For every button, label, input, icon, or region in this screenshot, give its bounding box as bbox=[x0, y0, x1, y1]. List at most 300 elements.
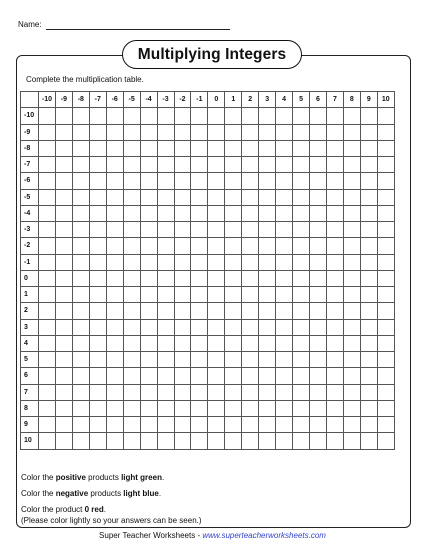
answer-cell[interactable] bbox=[39, 368, 56, 384]
answer-cell[interactable] bbox=[157, 287, 174, 303]
answer-cell[interactable] bbox=[106, 205, 123, 221]
answer-cell[interactable] bbox=[225, 287, 242, 303]
answer-cell[interactable] bbox=[89, 222, 106, 238]
answer-cell[interactable] bbox=[343, 254, 360, 270]
answer-cell[interactable] bbox=[377, 352, 394, 368]
answer-cell[interactable] bbox=[259, 254, 276, 270]
answer-cell[interactable] bbox=[225, 417, 242, 433]
answer-cell[interactable] bbox=[377, 254, 394, 270]
answer-cell[interactable] bbox=[191, 173, 208, 189]
answer-cell[interactable] bbox=[208, 287, 225, 303]
answer-cell[interactable] bbox=[242, 140, 259, 156]
answer-cell[interactable] bbox=[39, 417, 56, 433]
answer-cell[interactable] bbox=[326, 222, 343, 238]
answer-cell[interactable] bbox=[39, 108, 56, 124]
answer-cell[interactable] bbox=[123, 287, 140, 303]
answer-cell[interactable] bbox=[208, 157, 225, 173]
answer-cell[interactable] bbox=[39, 238, 56, 254]
answer-cell[interactable] bbox=[360, 205, 377, 221]
answer-cell[interactable] bbox=[72, 384, 89, 400]
answer-cell[interactable] bbox=[225, 368, 242, 384]
answer-cell[interactable] bbox=[191, 368, 208, 384]
answer-cell[interactable] bbox=[225, 335, 242, 351]
answer-cell[interactable] bbox=[310, 222, 327, 238]
answer-cell[interactable] bbox=[259, 140, 276, 156]
answer-cell[interactable] bbox=[276, 417, 293, 433]
answer-cell[interactable] bbox=[343, 417, 360, 433]
answer-cell[interactable] bbox=[39, 400, 56, 416]
answer-cell[interactable] bbox=[242, 352, 259, 368]
answer-cell[interactable] bbox=[123, 140, 140, 156]
answer-cell[interactable] bbox=[225, 238, 242, 254]
answer-cell[interactable] bbox=[326, 189, 343, 205]
answer-cell[interactable] bbox=[360, 270, 377, 286]
answer-cell[interactable] bbox=[39, 140, 56, 156]
answer-cell[interactable] bbox=[242, 287, 259, 303]
answer-cell[interactable] bbox=[106, 287, 123, 303]
answer-cell[interactable] bbox=[310, 205, 327, 221]
answer-cell[interactable] bbox=[326, 205, 343, 221]
answer-cell[interactable] bbox=[225, 124, 242, 140]
answer-cell[interactable] bbox=[123, 384, 140, 400]
answer-cell[interactable] bbox=[326, 173, 343, 189]
answer-cell[interactable] bbox=[39, 287, 56, 303]
answer-cell[interactable] bbox=[242, 433, 259, 449]
answer-cell[interactable] bbox=[106, 335, 123, 351]
answer-cell[interactable] bbox=[106, 124, 123, 140]
answer-cell[interactable] bbox=[191, 384, 208, 400]
answer-cell[interactable] bbox=[39, 124, 56, 140]
answer-cell[interactable] bbox=[55, 433, 72, 449]
answer-cell[interactable] bbox=[276, 124, 293, 140]
answer-cell[interactable] bbox=[106, 222, 123, 238]
answer-cell[interactable] bbox=[157, 368, 174, 384]
answer-cell[interactable] bbox=[310, 400, 327, 416]
answer-cell[interactable] bbox=[55, 287, 72, 303]
answer-cell[interactable] bbox=[242, 238, 259, 254]
answer-cell[interactable] bbox=[310, 319, 327, 335]
answer-cell[interactable] bbox=[123, 124, 140, 140]
answer-cell[interactable] bbox=[377, 238, 394, 254]
answer-cell[interactable] bbox=[140, 417, 157, 433]
answer-cell[interactable] bbox=[174, 108, 191, 124]
answer-cell[interactable] bbox=[39, 303, 56, 319]
answer-cell[interactable] bbox=[55, 205, 72, 221]
answer-cell[interactable] bbox=[225, 384, 242, 400]
answer-cell[interactable] bbox=[140, 124, 157, 140]
answer-cell[interactable] bbox=[360, 287, 377, 303]
answer-cell[interactable] bbox=[140, 433, 157, 449]
answer-cell[interactable] bbox=[326, 254, 343, 270]
answer-cell[interactable] bbox=[106, 108, 123, 124]
answer-cell[interactable] bbox=[140, 157, 157, 173]
answer-cell[interactable] bbox=[310, 433, 327, 449]
answer-cell[interactable] bbox=[106, 238, 123, 254]
answer-cell[interactable] bbox=[123, 352, 140, 368]
answer-cell[interactable] bbox=[242, 157, 259, 173]
answer-cell[interactable] bbox=[208, 303, 225, 319]
answer-cell[interactable] bbox=[157, 400, 174, 416]
answer-cell[interactable] bbox=[242, 254, 259, 270]
answer-cell[interactable] bbox=[191, 254, 208, 270]
answer-cell[interactable] bbox=[55, 368, 72, 384]
answer-cell[interactable] bbox=[208, 205, 225, 221]
answer-cell[interactable] bbox=[106, 433, 123, 449]
answer-cell[interactable] bbox=[293, 270, 310, 286]
answer-cell[interactable] bbox=[326, 417, 343, 433]
answer-cell[interactable] bbox=[377, 124, 394, 140]
answer-cell[interactable] bbox=[343, 352, 360, 368]
answer-cell[interactable] bbox=[293, 319, 310, 335]
answer-cell[interactable] bbox=[225, 173, 242, 189]
answer-cell[interactable] bbox=[140, 238, 157, 254]
answer-cell[interactable] bbox=[310, 417, 327, 433]
answer-cell[interactable] bbox=[310, 352, 327, 368]
answer-cell[interactable] bbox=[72, 140, 89, 156]
answer-cell[interactable] bbox=[293, 108, 310, 124]
answer-cell[interactable] bbox=[242, 189, 259, 205]
answer-cell[interactable] bbox=[343, 287, 360, 303]
answer-cell[interactable] bbox=[106, 173, 123, 189]
answer-cell[interactable] bbox=[225, 400, 242, 416]
answer-cell[interactable] bbox=[89, 287, 106, 303]
answer-cell[interactable] bbox=[326, 352, 343, 368]
answer-cell[interactable] bbox=[377, 189, 394, 205]
answer-cell[interactable] bbox=[276, 384, 293, 400]
answer-cell[interactable] bbox=[89, 205, 106, 221]
answer-cell[interactable] bbox=[360, 140, 377, 156]
answer-cell[interactable] bbox=[225, 303, 242, 319]
answer-cell[interactable] bbox=[72, 270, 89, 286]
footer-site-link[interactable]: www.superteacherworksheets.com bbox=[202, 531, 326, 540]
answer-cell[interactable] bbox=[343, 303, 360, 319]
answer-cell[interactable] bbox=[140, 173, 157, 189]
answer-cell[interactable] bbox=[225, 352, 242, 368]
answer-cell[interactable] bbox=[157, 238, 174, 254]
answer-cell[interactable] bbox=[140, 384, 157, 400]
answer-cell[interactable] bbox=[72, 400, 89, 416]
answer-cell[interactable] bbox=[208, 254, 225, 270]
answer-cell[interactable] bbox=[39, 433, 56, 449]
answer-cell[interactable] bbox=[157, 108, 174, 124]
answer-cell[interactable] bbox=[106, 368, 123, 384]
answer-cell[interactable] bbox=[123, 222, 140, 238]
answer-cell[interactable] bbox=[55, 303, 72, 319]
name-line[interactable] bbox=[46, 29, 230, 30]
answer-cell[interactable] bbox=[55, 238, 72, 254]
answer-cell[interactable] bbox=[242, 335, 259, 351]
answer-cell[interactable] bbox=[377, 287, 394, 303]
answer-cell[interactable] bbox=[72, 254, 89, 270]
answer-cell[interactable] bbox=[293, 173, 310, 189]
answer-cell[interactable] bbox=[259, 270, 276, 286]
answer-cell[interactable] bbox=[259, 287, 276, 303]
answer-cell[interactable] bbox=[326, 303, 343, 319]
answer-cell[interactable] bbox=[377, 173, 394, 189]
answer-cell[interactable] bbox=[326, 287, 343, 303]
answer-cell[interactable] bbox=[360, 173, 377, 189]
answer-cell[interactable] bbox=[39, 270, 56, 286]
answer-cell[interactable] bbox=[123, 368, 140, 384]
answer-cell[interactable] bbox=[326, 157, 343, 173]
answer-cell[interactable] bbox=[310, 368, 327, 384]
answer-cell[interactable] bbox=[39, 173, 56, 189]
answer-cell[interactable] bbox=[326, 433, 343, 449]
answer-cell[interactable] bbox=[208, 124, 225, 140]
answer-cell[interactable] bbox=[72, 319, 89, 335]
answer-cell[interactable] bbox=[208, 238, 225, 254]
answer-cell[interactable] bbox=[310, 303, 327, 319]
answer-cell[interactable] bbox=[225, 140, 242, 156]
answer-cell[interactable] bbox=[293, 222, 310, 238]
answer-cell[interactable] bbox=[276, 433, 293, 449]
answer-cell[interactable] bbox=[276, 319, 293, 335]
answer-cell[interactable] bbox=[140, 287, 157, 303]
answer-cell[interactable] bbox=[377, 303, 394, 319]
answer-cell[interactable] bbox=[72, 287, 89, 303]
answer-cell[interactable] bbox=[293, 205, 310, 221]
answer-cell[interactable] bbox=[174, 270, 191, 286]
answer-cell[interactable] bbox=[326, 319, 343, 335]
answer-cell[interactable] bbox=[208, 173, 225, 189]
answer-cell[interactable] bbox=[174, 417, 191, 433]
answer-cell[interactable] bbox=[123, 205, 140, 221]
answer-cell[interactable] bbox=[191, 433, 208, 449]
answer-cell[interactable] bbox=[310, 124, 327, 140]
answer-cell[interactable] bbox=[123, 433, 140, 449]
answer-cell[interactable] bbox=[326, 384, 343, 400]
answer-cell[interactable] bbox=[89, 140, 106, 156]
answer-cell[interactable] bbox=[174, 157, 191, 173]
answer-cell[interactable] bbox=[293, 303, 310, 319]
answer-cell[interactable] bbox=[174, 368, 191, 384]
answer-cell[interactable] bbox=[174, 254, 191, 270]
answer-cell[interactable] bbox=[242, 400, 259, 416]
answer-cell[interactable] bbox=[89, 270, 106, 286]
answer-cell[interactable] bbox=[326, 140, 343, 156]
answer-cell[interactable] bbox=[343, 222, 360, 238]
answer-cell[interactable] bbox=[276, 108, 293, 124]
answer-cell[interactable] bbox=[174, 140, 191, 156]
answer-cell[interactable] bbox=[276, 238, 293, 254]
answer-cell[interactable] bbox=[360, 319, 377, 335]
answer-cell[interactable] bbox=[174, 335, 191, 351]
answer-cell[interactable] bbox=[191, 303, 208, 319]
answer-cell[interactable] bbox=[89, 352, 106, 368]
answer-cell[interactable] bbox=[377, 140, 394, 156]
answer-cell[interactable] bbox=[293, 384, 310, 400]
answer-cell[interactable] bbox=[123, 173, 140, 189]
answer-cell[interactable] bbox=[276, 205, 293, 221]
answer-cell[interactable] bbox=[208, 189, 225, 205]
answer-cell[interactable] bbox=[259, 222, 276, 238]
answer-cell[interactable] bbox=[55, 352, 72, 368]
answer-cell[interactable] bbox=[293, 189, 310, 205]
answer-cell[interactable] bbox=[360, 303, 377, 319]
answer-cell[interactable] bbox=[360, 400, 377, 416]
answer-cell[interactable] bbox=[276, 400, 293, 416]
answer-cell[interactable] bbox=[55, 108, 72, 124]
answer-cell[interactable] bbox=[157, 335, 174, 351]
answer-cell[interactable] bbox=[208, 270, 225, 286]
answer-cell[interactable] bbox=[343, 124, 360, 140]
answer-cell[interactable] bbox=[140, 205, 157, 221]
answer-cell[interactable] bbox=[157, 173, 174, 189]
answer-cell[interactable] bbox=[191, 270, 208, 286]
answer-cell[interactable] bbox=[242, 417, 259, 433]
answer-cell[interactable] bbox=[55, 157, 72, 173]
answer-cell[interactable] bbox=[55, 270, 72, 286]
answer-cell[interactable] bbox=[157, 319, 174, 335]
answer-cell[interactable] bbox=[123, 238, 140, 254]
answer-cell[interactable] bbox=[360, 124, 377, 140]
answer-cell[interactable] bbox=[89, 417, 106, 433]
answer-cell[interactable] bbox=[55, 222, 72, 238]
answer-cell[interactable] bbox=[174, 124, 191, 140]
answer-cell[interactable] bbox=[343, 319, 360, 335]
answer-cell[interactable] bbox=[106, 303, 123, 319]
answer-cell[interactable] bbox=[89, 433, 106, 449]
answer-cell[interactable] bbox=[174, 352, 191, 368]
answer-cell[interactable] bbox=[140, 189, 157, 205]
answer-cell[interactable] bbox=[140, 335, 157, 351]
answer-cell[interactable] bbox=[259, 108, 276, 124]
answer-cell[interactable] bbox=[39, 205, 56, 221]
answer-cell[interactable] bbox=[326, 108, 343, 124]
answer-cell[interactable] bbox=[106, 140, 123, 156]
answer-cell[interactable] bbox=[242, 222, 259, 238]
answer-cell[interactable] bbox=[293, 400, 310, 416]
answer-cell[interactable] bbox=[343, 140, 360, 156]
answer-cell[interactable] bbox=[259, 205, 276, 221]
answer-cell[interactable] bbox=[360, 384, 377, 400]
answer-cell[interactable] bbox=[377, 222, 394, 238]
answer-cell[interactable] bbox=[326, 335, 343, 351]
answer-cell[interactable] bbox=[89, 254, 106, 270]
answer-cell[interactable] bbox=[208, 417, 225, 433]
answer-cell[interactable] bbox=[106, 189, 123, 205]
answer-cell[interactable] bbox=[157, 189, 174, 205]
answer-cell[interactable] bbox=[377, 400, 394, 416]
answer-cell[interactable] bbox=[123, 189, 140, 205]
answer-cell[interactable] bbox=[343, 205, 360, 221]
answer-cell[interactable] bbox=[39, 254, 56, 270]
answer-cell[interactable] bbox=[208, 335, 225, 351]
answer-cell[interactable] bbox=[89, 238, 106, 254]
answer-cell[interactable] bbox=[343, 368, 360, 384]
answer-cell[interactable] bbox=[276, 140, 293, 156]
answer-cell[interactable] bbox=[174, 400, 191, 416]
answer-cell[interactable] bbox=[242, 384, 259, 400]
answer-cell[interactable] bbox=[259, 335, 276, 351]
answer-cell[interactable] bbox=[140, 270, 157, 286]
answer-cell[interactable] bbox=[123, 108, 140, 124]
answer-cell[interactable] bbox=[276, 335, 293, 351]
answer-cell[interactable] bbox=[310, 238, 327, 254]
answer-cell[interactable] bbox=[310, 189, 327, 205]
answer-cell[interactable] bbox=[225, 254, 242, 270]
answer-cell[interactable] bbox=[140, 400, 157, 416]
answer-cell[interactable] bbox=[55, 319, 72, 335]
answer-cell[interactable] bbox=[157, 254, 174, 270]
answer-cell[interactable] bbox=[360, 157, 377, 173]
answer-cell[interactable] bbox=[89, 319, 106, 335]
answer-cell[interactable] bbox=[225, 270, 242, 286]
answer-cell[interactable] bbox=[225, 157, 242, 173]
answer-cell[interactable] bbox=[310, 270, 327, 286]
answer-cell[interactable] bbox=[276, 352, 293, 368]
answer-cell[interactable] bbox=[157, 352, 174, 368]
answer-cell[interactable] bbox=[157, 384, 174, 400]
answer-cell[interactable] bbox=[259, 173, 276, 189]
answer-cell[interactable] bbox=[106, 417, 123, 433]
answer-cell[interactable] bbox=[259, 189, 276, 205]
answer-cell[interactable] bbox=[242, 108, 259, 124]
answer-cell[interactable] bbox=[123, 157, 140, 173]
answer-cell[interactable] bbox=[174, 319, 191, 335]
answer-cell[interactable] bbox=[360, 335, 377, 351]
answer-cell[interactable] bbox=[191, 205, 208, 221]
answer-cell[interactable] bbox=[140, 352, 157, 368]
answer-cell[interactable] bbox=[123, 270, 140, 286]
answer-cell[interactable] bbox=[377, 417, 394, 433]
answer-cell[interactable] bbox=[276, 222, 293, 238]
answer-cell[interactable] bbox=[123, 303, 140, 319]
answer-cell[interactable] bbox=[191, 238, 208, 254]
answer-cell[interactable] bbox=[191, 319, 208, 335]
answer-cell[interactable] bbox=[72, 124, 89, 140]
answer-cell[interactable] bbox=[360, 108, 377, 124]
answer-cell[interactable] bbox=[259, 352, 276, 368]
answer-cell[interactable] bbox=[360, 254, 377, 270]
answer-cell[interactable] bbox=[377, 157, 394, 173]
answer-cell[interactable] bbox=[106, 319, 123, 335]
answer-cell[interactable] bbox=[310, 140, 327, 156]
answer-cell[interactable] bbox=[123, 254, 140, 270]
answer-cell[interactable] bbox=[208, 352, 225, 368]
answer-cell[interactable] bbox=[360, 417, 377, 433]
answer-cell[interactable] bbox=[259, 400, 276, 416]
answer-cell[interactable] bbox=[140, 368, 157, 384]
answer-cell[interactable] bbox=[39, 157, 56, 173]
answer-cell[interactable] bbox=[89, 368, 106, 384]
answer-cell[interactable] bbox=[55, 400, 72, 416]
answer-cell[interactable] bbox=[259, 238, 276, 254]
answer-cell[interactable] bbox=[191, 124, 208, 140]
answer-cell[interactable] bbox=[310, 108, 327, 124]
answer-cell[interactable] bbox=[191, 222, 208, 238]
answer-cell[interactable] bbox=[293, 433, 310, 449]
answer-cell[interactable] bbox=[191, 108, 208, 124]
answer-cell[interactable] bbox=[360, 238, 377, 254]
answer-cell[interactable] bbox=[225, 319, 242, 335]
answer-cell[interactable] bbox=[377, 433, 394, 449]
answer-cell[interactable] bbox=[293, 254, 310, 270]
answer-cell[interactable] bbox=[242, 319, 259, 335]
answer-cell[interactable] bbox=[225, 433, 242, 449]
answer-cell[interactable] bbox=[259, 303, 276, 319]
answer-cell[interactable] bbox=[55, 254, 72, 270]
answer-cell[interactable] bbox=[89, 157, 106, 173]
answer-cell[interactable] bbox=[225, 108, 242, 124]
answer-cell[interactable] bbox=[157, 205, 174, 221]
answer-cell[interactable] bbox=[377, 335, 394, 351]
answer-cell[interactable] bbox=[242, 270, 259, 286]
answer-cell[interactable] bbox=[157, 124, 174, 140]
answer-cell[interactable] bbox=[89, 303, 106, 319]
answer-cell[interactable] bbox=[208, 384, 225, 400]
answer-cell[interactable] bbox=[225, 189, 242, 205]
